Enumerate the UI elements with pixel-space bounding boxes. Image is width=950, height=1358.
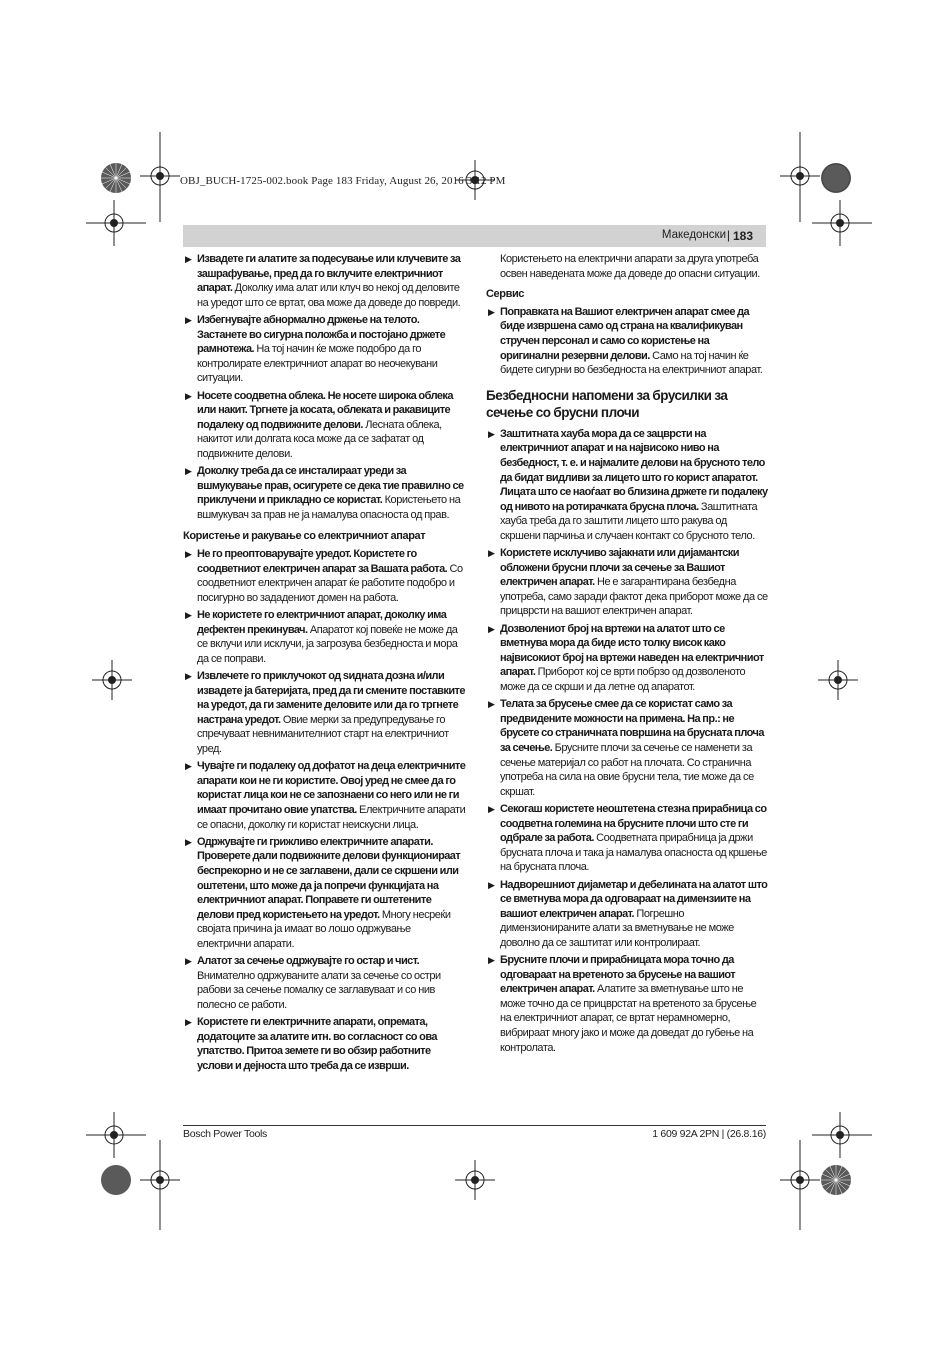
crosshair-mark-bottom-3 xyxy=(780,1140,820,1230)
bullet-arrow-icon: ▶ xyxy=(185,314,192,325)
bullet-item-bold: Извлечете го приклучокот од ѕидната дозна и/или извадете ја батеријата, пред да ги смените поставките на уредот, да ги замените деловите или да го тргнете настрана уредот. xyxy=(197,670,465,726)
bullet-item-bold: Носете соодветна облека. Не носете широка облека или накит. Тргнете ја косата, облеката и ракавиците подалеку од подвижните делови. xyxy=(197,389,453,431)
bullet-item-bold: Алатот за сечење одржувајте го остар и чист. xyxy=(197,955,420,968)
bullet-arrow-icon: ▶ xyxy=(185,671,192,681)
bullet-item-text: Соодветната прирабница ја држи брусната плоча и така ја намалува опасноста од кршење на брусната плоча. xyxy=(500,832,767,874)
bullet-arrow-icon: ▶ xyxy=(488,623,495,634)
bullet-item-bold: Користете исклучиво зајакнати или дијамантски обложени брусни плочи за сечење за Вашиот електричен апарат. xyxy=(500,547,739,589)
bullet-item xyxy=(183,389,466,462)
bullet-item-bold: Секогаш користете неоштетена стезна прирабница со соодветна големина на брусните плочи што сте ги одбрале за работа. xyxy=(500,802,767,845)
bullet-item xyxy=(183,669,466,757)
bullet-item xyxy=(183,252,466,310)
bullet-item-text: Внимателно одржуваните алати за сечење со остри рабови за сечење помалку се заглавуваат и со нив полесно се работи. xyxy=(197,969,441,1011)
bullet-item-bold: Доколку треба да се инсталираат уреди за вшмукување прав, осигурете се дека тие правилно се приклучени и прикладно се користат. xyxy=(197,465,464,507)
bullet-arrow-icon: ▶ xyxy=(488,428,495,439)
left-column xyxy=(183,252,466,1076)
bullet-arrow-icon: ▶ xyxy=(185,390,192,401)
footer-divider xyxy=(183,1125,766,1126)
bullet-item-bold: Надворешниот дијаметар и дебелината на алатот што се вметнува мора да одговараат на димензиите на вашиот електричен апарат. xyxy=(500,878,768,920)
footer-doc-number: 1 609 92A 2PN | (26.8.16) xyxy=(652,1128,766,1140)
bullet-arrow-icon: ▶ xyxy=(185,761,192,772)
bullet-item-text: Брусните плочи за сечење се наменети за сечење материјал со работ на плочата. Со странична употреба на сила на овие брусни тела, тие може да се скршат. xyxy=(500,742,754,798)
bullet-arrow-icon: ▶ xyxy=(185,254,192,264)
bullet-item-text: Електричните апарати се опасни, доколку ги користат неискусни лица. xyxy=(197,803,466,831)
subheading-usage: Користење и ракување со електричниот апарат xyxy=(183,530,426,543)
crosshair-mark-bottom-2 xyxy=(455,1160,495,1200)
bullet-item xyxy=(183,313,466,386)
bullet-item-text: На тој начин ќе може подобро да го контролирате електричниот апарат во неочекувани ситуации. xyxy=(197,343,438,385)
bullet-arrow-icon: ▶ xyxy=(488,699,495,710)
registration-mark-top-left-large xyxy=(100,162,132,194)
bullet-arrow-icon: ▶ xyxy=(488,306,495,317)
bullet-item-bold: Извадете ги алатите за подесување или клучевите за зашрафување, пред да го вклучите електричниот апарат. xyxy=(197,253,461,295)
bullet-item xyxy=(486,878,768,951)
bullet-item xyxy=(183,1015,466,1073)
bullet-item-text: Само на тој начин ќе бидете сигурни во безбедноста на електричниот апарат. xyxy=(500,349,763,377)
bullet-item-bold: Чувајте ги подалеку од дофатот на деца електричните апарати кои не ги користите. Овој уред не смее да го користат лица кои не се запознаени со него или не ги имаат прочитано овие упатства. xyxy=(197,760,466,816)
registration-mark-bottom-left-large xyxy=(100,1164,132,1196)
bullet-item-text: Погрешно димензионираните алати за вметнување не може доволно да се заштитат или контролираат. xyxy=(500,907,734,949)
bullet-item-bold: Одржувајте ги грижливо електричните апарати. Проверете дали подвижните делови функционираат беспрекорно и не се заглавени, дали се скршени или оштетени, што може да ја попречи функцијата на електричниот апарат. Поправете ги оштетените делови пред користењето на уредот. xyxy=(197,835,461,921)
bullet-item xyxy=(486,697,768,799)
crosshair-mark-top-1 xyxy=(140,132,180,222)
bullet-item-text: Доколку има алат или клуч во некој од деловите на уредот што се вртат, ова може да доведе до повреди. xyxy=(197,282,461,309)
bullet-item xyxy=(183,759,466,832)
registration-mark-bottom-right-large xyxy=(820,1164,852,1196)
page-number: 183 xyxy=(732,228,753,243)
bullet-item-bold: Поправката на Вашиот електричен апарат смее да биде извршена само од страна на квалификуван стручен персонал и само со користење на оригинални резервни делови. xyxy=(500,305,750,362)
bullet-item xyxy=(183,547,466,605)
bullet-arrow-icon: ▶ xyxy=(488,803,495,814)
crosshair-mark-bottom-1 xyxy=(140,1140,180,1230)
bullet-item-text: Приборот кој се врти побрзо од дозволеното може да се скрши и да летне од апаратот. xyxy=(500,666,746,694)
bullet-arrow-icon: ▶ xyxy=(488,955,495,966)
bullet-arrow-icon: ▶ xyxy=(185,956,192,967)
bullet-item-bold: Не го преоптоварувајте уредот. Користете го соодветниот електричен апарат за Вашата работа. xyxy=(197,548,448,575)
bullet-item-text: Овие мерки за предупредување го спречуваат невниманителниот старт на електричниот уред. xyxy=(197,713,449,755)
right-column xyxy=(486,252,768,1058)
bullet-item-text: Апаратот кој повеќе не може да се вклучи или исклучи, ја загрозува безбедноста и мора да се поправи. xyxy=(197,623,458,665)
crosshair-mark-left-top xyxy=(86,200,146,246)
bullet-item-bold: Избегнувајте абнормално држење на телото. Застанете во сигурна положба и постојано држете рамнотежа. xyxy=(197,313,446,356)
continued-paragraph: Користењето на електрични апарати за друга употреба освен наведената може да доведе до опасни ситуации. xyxy=(500,253,760,280)
bullet-item xyxy=(183,464,466,522)
bullet-item-text: Со соодветниот електричен апарат ќе работите подобро и посигурно во зададениот домен на работа. xyxy=(197,562,463,604)
bullet-arrow-icon: ▶ xyxy=(185,549,192,560)
bullet-item-text: Алатите за вметнување што не може точно да се прицврстат на вретеното за брусење на електричниот апарат, се вртат нерамномерно, вибрираат многу јако и може да доведат до губење на контролата. xyxy=(500,983,757,1054)
registration-mark-top-right-large xyxy=(820,162,852,194)
bullet-arrow-icon: ▶ xyxy=(488,879,495,890)
file-header: OBJ_BUCH-1725-002.book Page 183 Friday, August 26, 2016 3:12 PM xyxy=(180,175,506,187)
bullet-item-bold: Брусните плочи и прирабницата мора точно да одговараат на вретеното за брусење на вашиот електричен апарат. xyxy=(500,954,736,996)
crosshair-mark-right-top xyxy=(812,200,872,246)
bullet-arrow-icon: ▶ xyxy=(185,1017,192,1028)
header-separator: | xyxy=(726,228,730,242)
bullet-arrow-icon: ▶ xyxy=(488,548,495,559)
subheading-service: Сервис xyxy=(486,288,525,301)
bullet-item-bold: Користете ги електричните апарати, опремата, додатоците за алатите итн. во согласност со ова упатство. Притоа земете ги во обзир работните услови и дејноста што треба да се изврши. xyxy=(197,1016,437,1072)
bullet-item-service xyxy=(486,305,768,378)
bullet-item-text: Не е загарантирана безбедна употреба, само заради фактот дека приборот може да се прицврсти на вашиот електричен апарат. xyxy=(500,576,768,618)
bullet-item xyxy=(486,953,768,1055)
bullet-item-text: Користењето на вшмукувач за прав не ја намалува опасноста од прав. xyxy=(197,494,461,521)
crosshair-mark-right-middle xyxy=(818,660,858,700)
bullet-item-text: Лесната облека, накитот или долгата коса може да се зафатат од подвижните делови. xyxy=(197,418,442,460)
bullet-item xyxy=(486,622,768,695)
bullet-item-bold: Не користете го електричниот апарат, доколку има дефектен прекинувач. xyxy=(197,609,447,636)
bullet-arrow-icon: ▶ xyxy=(185,836,192,847)
bullet-item xyxy=(183,835,466,952)
bullet-item-text: Заштитната хауба треба да го заштити лицето што ракува од скршени парчиња и случаен контакт со брусното тело. xyxy=(500,500,758,542)
bullet-item xyxy=(486,802,768,875)
bullet-item xyxy=(486,427,768,544)
bullet-item xyxy=(486,546,768,619)
bullet-item-bold: Заштитната хауба мора да се зацврсти на електричниот апарат и на највисоко ниво на безбедност, т. е. и најмалите делови на брусното тело да бидат видливи за лицето што го корист апаратот. Лицата што се наоѓаат во близина држете ги подалеку од нивото на ротирачката брусна плоча. xyxy=(500,427,768,513)
header-language: Македонски xyxy=(661,229,726,241)
crosshair-mark-left-bottom xyxy=(86,1112,146,1158)
section-title: Безбедносни напомени за брусилки за сечење со брусни плочи xyxy=(486,387,728,420)
bullet-item xyxy=(183,954,466,1012)
footer-brand: Bosch Power Tools xyxy=(183,1128,268,1140)
crosshair-mark-right-bottom xyxy=(812,1112,872,1158)
page-header-bar xyxy=(183,225,766,247)
bullet-item-bold: Дозволениот број на вртежи на алатот што се вметнува мора да биде исто толку висок како највисокиот број на вртежи наведен на електричниот апарат. xyxy=(500,622,764,679)
crosshair-mark-left-middle xyxy=(92,660,132,700)
bullet-arrow-icon: ▶ xyxy=(185,610,192,621)
bullet-arrow-icon: ▶ xyxy=(185,466,192,477)
bullet-item-bold: Телата за брусење смее да се користат само за предвидените можности на примена. На пр.: не брусете со страничната површина на брусната плоча за сечење. xyxy=(500,698,764,754)
bullet-item-text: Многу несреќи својата причина ја имаат во лошо одржување електрични апарати. xyxy=(197,908,451,950)
bullet-item xyxy=(183,608,466,666)
